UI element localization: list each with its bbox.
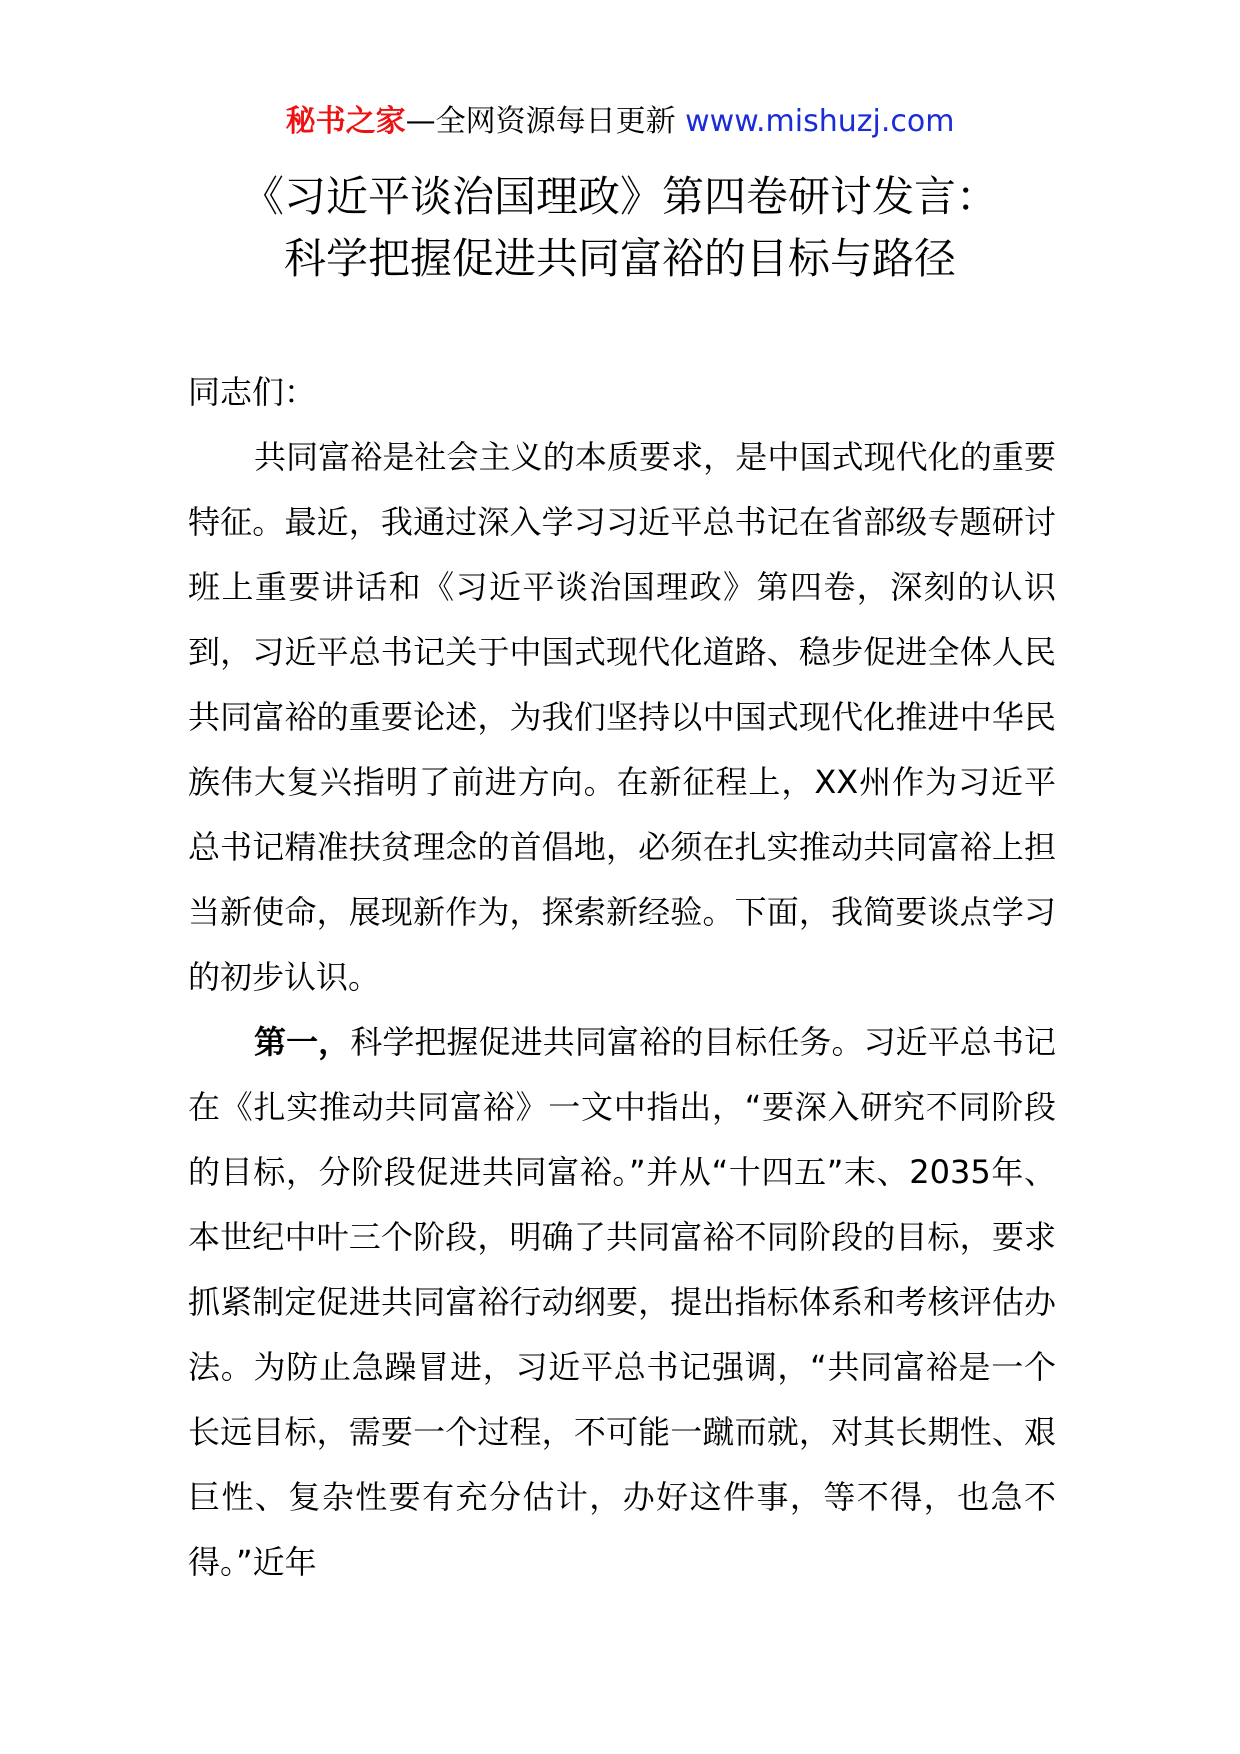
paragraph-lead: 第一， xyxy=(254,1023,351,1061)
site-url[interactable]: www.mishuzj.com xyxy=(685,104,955,139)
paragraph-intro: 共同富裕是社会主义的本质要求，是中国式现代化的重要特征。最近，我通过深入学习习近平总书记在省部级专题研讨班上重要讲话和《习近平谈治国理政》第四卷，深刻的认识到，习近平总书记关于中国式现代化道路、稳步促进全体人民共同富裕的重要论述，为我们坚持以中国式现代化推进中华民族伟大复兴指明了前进方向。在新征程上，XX州作为习近平总书记精准扶贫理念的首倡地，必须在扎实推动共同富裕上担当新使命，展现新作为，探索新经验。下面，我简要谈点学习的初步认识。 xyxy=(188,438,1056,996)
site-header xyxy=(0,100,1240,144)
paragraph-first-point-text: 科学把握促进共同富裕的目标任务。习近平总书记在《扎实推动共同富裕》一文中指出，“要深入研究不同阶段的目标，分阶段促进共同富裕。”并从“十四五”末、2035年、本世纪中叶三个阶段，明确了共同富裕不同阶段的目标，要求抓紧制定促进共同富裕行动纲要，提出指标体系和考核评估办法。为防止急躁冒进，习近平总书记强调，“共同富裕是一个长远目标，需要一个过程，不可能一蹴而就，对其长期性、艰巨性、复杂性要有充分估计，办好这件事，等不得，也急不得。”近年 xyxy=(188,1023,1056,1581)
header-slogan: —全网资源每日更新 xyxy=(405,104,686,139)
paragraph-first-point xyxy=(188,1010,1056,1595)
title-line-1: 《习近平谈治国理政》第四卷研讨发言： xyxy=(241,172,998,221)
salutation: 同志们： xyxy=(188,373,317,411)
document-title xyxy=(0,166,1240,290)
brand-name: 秘书之家 xyxy=(285,104,406,139)
title-line-2: 科学把握促进共同富裕的目标与路径 xyxy=(283,234,956,283)
document-body xyxy=(188,360,1056,1595)
